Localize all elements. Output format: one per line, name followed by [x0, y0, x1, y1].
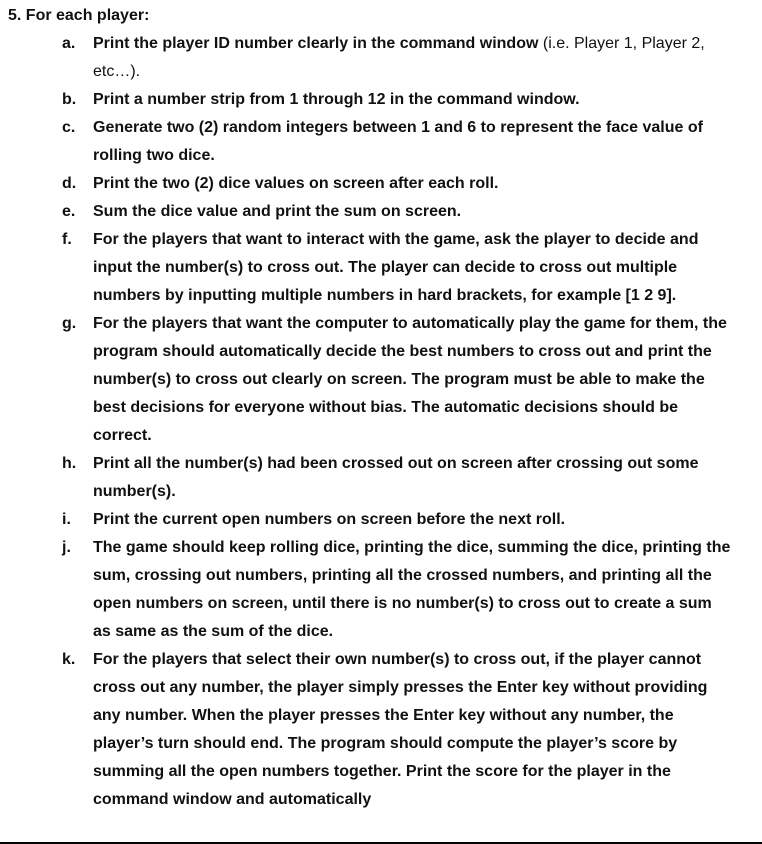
list-item-c: [0, 114, 762, 170]
list-item-h: [0, 450, 762, 506]
list-marker: d.: [62, 175, 77, 192]
list-item-text: The game should keep rolling dice, printing the dice, summing the dice, printing the sum, crossing out numbers, printing all the crossed numbers, and printing all the open numbers on screen, until there is no number(s) to cross out to create a sum as same as the sum of the dice.: [93, 539, 731, 640]
list-marker: h.: [62, 455, 77, 472]
list-marker: j.: [62, 539, 71, 556]
list-marker: g.: [62, 315, 77, 332]
list-item-text: Print the current open numbers on screen before the next roll.: [93, 511, 566, 528]
list-item-j: [0, 534, 762, 646]
list-marker: b.: [62, 91, 77, 108]
list-marker: k.: [62, 651, 76, 668]
list-marker: f.: [62, 231, 72, 248]
list-item-text: [93, 30, 733, 86]
list-item-text: For the players that select their own number(s) to cross out, if the player cannot cross out any number, the player simply presses the Enter key without providing any number. When the player presses the Enter key without any number, the player’s turn should end. The program should compute the player’s score by summing all the open numbers together. Print the score for the player in the command window and automatically: [93, 651, 708, 808]
list-item-bold-text: Print the player ID number clearly in the command window: [93, 35, 539, 52]
list-item-normal-text: (i.e. Player 1, Player 2, etc…).: [93, 35, 705, 80]
list-item-text: Generate two (2) random integers between 1 and 6 to represent the face value of rolling two dice.: [93, 119, 703, 164]
list-item-b: [0, 86, 762, 114]
section-heading: 5. For each player:: [8, 7, 150, 24]
list-item-g: [0, 310, 762, 450]
list-marker: i.: [62, 511, 71, 528]
list-item-i: [0, 506, 762, 534]
list-item-d: [0, 170, 762, 198]
list-item-text: Print a number strip from 1 through 12 in the command window.: [93, 91, 580, 108]
list-item-k: [0, 646, 762, 814]
list-marker: a.: [62, 35, 76, 52]
list-marker: c.: [62, 119, 76, 136]
list-item-text: Sum the dice value and print the sum on screen.: [93, 203, 462, 220]
list-item-f: [0, 226, 762, 310]
requirements-list: [0, 30, 762, 814]
list-item-text: Print the two (2) dice values on screen after each roll.: [93, 175, 499, 192]
list-item-e: [0, 198, 762, 226]
list-item-text: For the players that want to interact with the game, ask the player to decide and input the number(s) to cross out. The player can decide to cross out multiple numbers by inputting multiple numbers in hard brackets, for example [1 2 9].: [93, 231, 699, 304]
list-item-a: [0, 30, 762, 86]
list-marker: e.: [62, 203, 76, 220]
list-item-text: Print all the number(s) had been crossed out on screen after crossing out some number(s).: [93, 455, 699, 500]
list-item-text: For the players that want the computer to automatically play the game for them, the program should automatically decide the best numbers to cross out and print the number(s) to cross out clearly on screen. The program must be able to make the best decisions for everyone without bias. The automatic decisions should be correct.: [93, 315, 727, 444]
